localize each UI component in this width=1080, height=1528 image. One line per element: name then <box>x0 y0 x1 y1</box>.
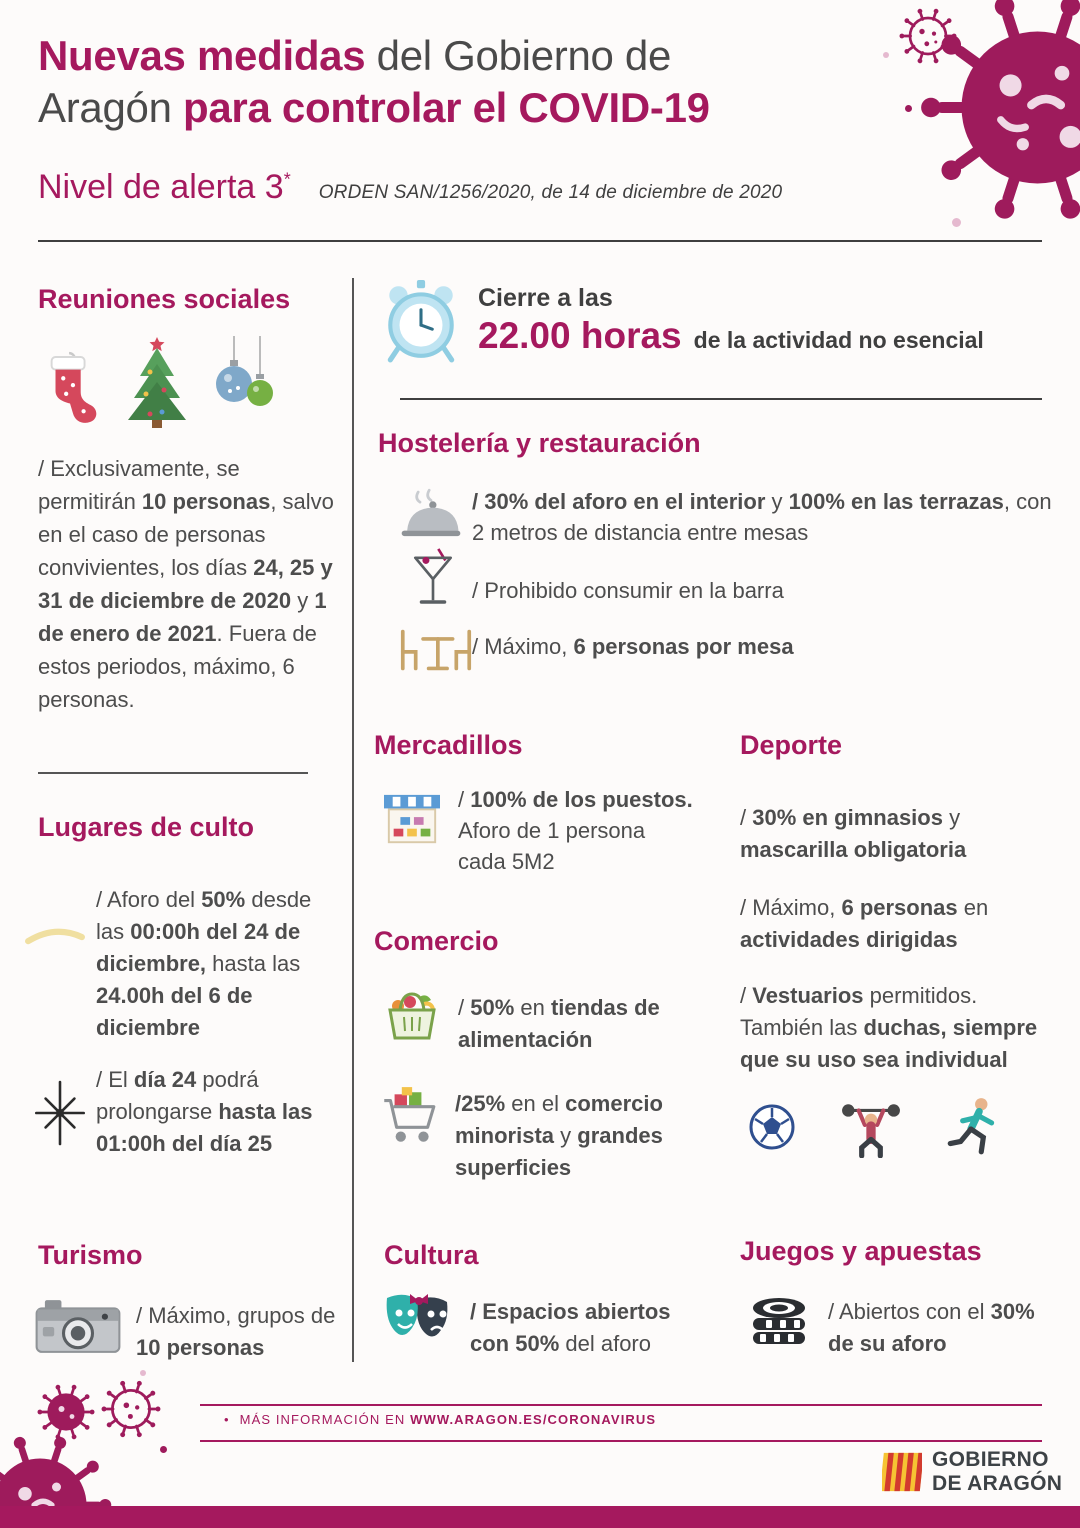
title-line1: Nuevas medidas del Gobierno de <box>38 32 672 79</box>
alert-row <box>38 168 782 207</box>
footer-bullet: • <box>224 1412 230 1427</box>
serving-cloche-icon <box>398 488 464 542</box>
title-line2: Aragón para controlar el COVID-19 <box>38 84 710 131</box>
culto-item-text: / Aforo del 50% desde las 00:00h del 24 de diciembre, hasta las 24.00h del 6 de diciembre <box>96 887 312 1040</box>
header-divider <box>38 240 1042 242</box>
gobierno-aragon-logo <box>882 1448 1062 1495</box>
decor-dot <box>952 218 961 227</box>
juegos-item-text: / Abiertos con el 30% de su aforo <box>828 1299 1035 1356</box>
comercio-item-text: / 50% en tiendas de alimentación <box>458 995 660 1052</box>
footer-divider-bottom <box>200 1440 1042 1442</box>
turismo-item-text: / Máximo, grupos de 10 personas <box>136 1303 336 1360</box>
closure-suffix: de la actividad no esencial <box>693 327 984 353</box>
logo-line1: GOBIERNO <box>932 1448 1049 1471</box>
section-title-cultura: Cultura <box>384 1240 479 1270</box>
deporte-item-text: / Vestuarios permitidos. También las duchas, siempre que su uso sea individual <box>740 983 1038 1072</box>
christmas-ornaments-icon <box>212 336 282 428</box>
culto-item-text: / El día 24 podrá prolongarse hasta las 01:00h del día 25 <box>96 1067 313 1156</box>
logo-text <box>932 1448 1062 1495</box>
footer-info-url: WWW.ARAGON.ES/CORONAVIRUS <box>410 1412 657 1427</box>
footer-divider-top <box>200 1404 1042 1406</box>
hosteleria-item-text: / 30% del aforo en el interior y 100% en las terrazas, con 2 metros de distancia entre mesas <box>472 489 1052 545</box>
mercadillos-item-text: / 100% de los puestos. Aforo de 1 persona cada 5M2 <box>458 787 693 874</box>
bottom-accent-bar <box>0 1506 1080 1528</box>
candle-glow-icon <box>24 922 86 950</box>
alert-asterisk: * <box>283 169 291 190</box>
runner-icon <box>946 1096 1000 1158</box>
grocery-basket-icon <box>382 986 442 1042</box>
section-title-turismo: Turismo <box>38 1240 143 1270</box>
aragon-flag-icon <box>882 1452 922 1492</box>
section-title-culto: Lugares de culto <box>38 812 255 842</box>
cultura-item-text: / Espacios abiertos con 50% del aforo <box>470 1299 671 1356</box>
logo-line2: DE ARAGÓN <box>932 1471 1063 1495</box>
cocktail-icon <box>410 546 456 612</box>
comercio-item-text: /25% en el comercio minorista y grandes superficies <box>455 1091 663 1180</box>
section-title-juegos: Juegos y apuestas <box>740 1236 982 1266</box>
deporte-item-text: / Máximo, 6 personas en actividades dirigidas <box>740 895 989 952</box>
alert-level: Nivel de alerta 3* <box>38 168 291 206</box>
section-title-mercadillos: Mercadillos <box>374 730 523 760</box>
decor-dot <box>140 1370 146 1376</box>
section-title-comercio: Comercio <box>374 926 499 956</box>
decor-dot <box>160 1446 167 1453</box>
section-title-hosteleria: Hostelería y restauración <box>378 428 701 458</box>
hosteleria-item-text: / Máximo, 6 personas por mesa <box>472 634 794 659</box>
decor-dot <box>883 52 889 58</box>
shopping-cart-icon <box>376 1086 440 1146</box>
left-column-divider <box>38 772 308 774</box>
alarm-clock-icon <box>378 278 464 364</box>
table-chairs-icon <box>396 626 476 674</box>
page-title <box>38 30 918 134</box>
section-title-reuniones: Reuniones sociales <box>38 284 291 314</box>
camera-icon <box>34 1296 122 1356</box>
star-sparkle-icon <box>30 1080 90 1146</box>
sport-icons-row <box>748 1096 1000 1158</box>
closure-prefix: Cierre a las <box>478 284 613 312</box>
christmas-tree-icon <box>122 336 192 428</box>
closure-divider <box>400 398 1042 400</box>
christmas-icons-row <box>40 336 282 428</box>
soccer-ball-icon <box>748 1103 796 1151</box>
reuniones-body-text: / Exclusivamente, se permitirán 10 personas, salvo en el caso de personas convivientes, los días 24, 25 y 31 de diciembre de 2020 y 1 de enero de 2021. Fuera de estos periodos, máximo, 6 personas. <box>38 456 334 712</box>
closure-time: 22.00 horas <box>478 315 682 356</box>
deporte-item-text: / 30% en gimnasios y mascarilla obligatoria <box>740 805 967 862</box>
weightlifter-icon <box>840 1096 902 1158</box>
footer-info-prefix: MÁS INFORMACIÓN EN <box>239 1412 406 1427</box>
decor-dot <box>905 105 912 112</box>
closure-notice <box>478 284 984 357</box>
order-reference: ORDEN SAN/1256/2020, de 14 de diciembre de 2020 <box>318 182 783 203</box>
poker-chips-icon <box>748 1290 810 1348</box>
footer-info <box>224 1412 656 1427</box>
section-title-deporte: Deporte <box>740 730 843 760</box>
hosteleria-item-text: / Prohibido consumir en la barra <box>472 578 784 603</box>
christmas-stocking-icon <box>40 348 102 428</box>
vertical-divider <box>352 278 354 1362</box>
theater-masks-icon <box>380 1292 458 1350</box>
market-stall-icon <box>382 792 442 848</box>
virus-outline-icon <box>898 6 958 66</box>
